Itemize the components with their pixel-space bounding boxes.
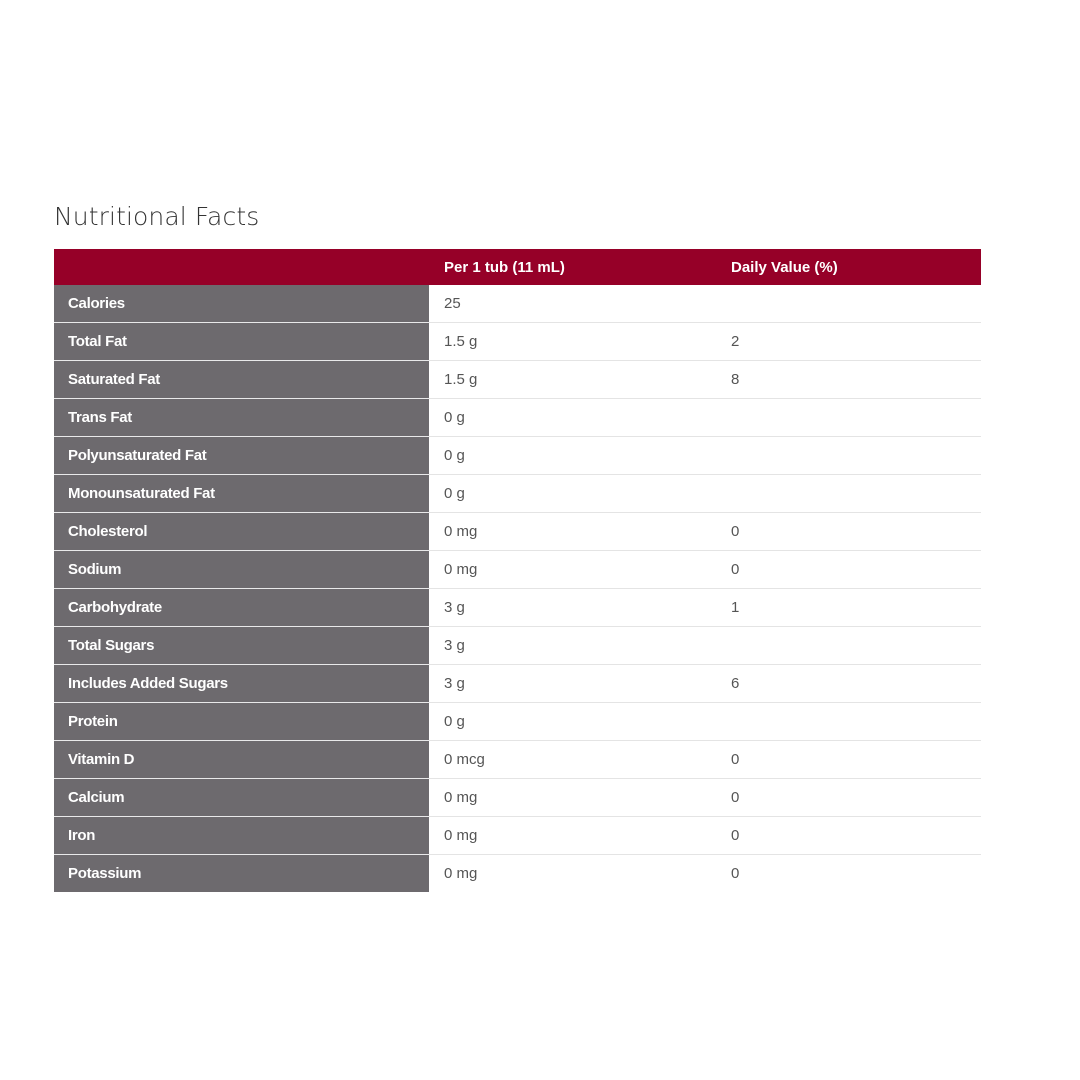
nutrient-name: Calories — [54, 285, 429, 323]
nutrient-daily-value: 8 — [716, 361, 981, 399]
nutrient-daily-value: 0 — [716, 551, 981, 589]
nutrient-name: Polyunsaturated Fat — [54, 437, 429, 475]
nutrient-amount: 0 mcg — [429, 741, 716, 779]
table-row — [54, 741, 981, 779]
table-row — [54, 665, 981, 703]
table-row — [54, 589, 981, 627]
nutrient-name: Calcium — [54, 779, 429, 817]
table-row — [54, 779, 981, 817]
nutrient-daily-value: 0 — [716, 817, 981, 855]
nutrient-daily-value: 0 — [716, 779, 981, 817]
nutrient-amount: 3 g — [429, 589, 716, 627]
nutrient-daily-value: 0 — [716, 855, 981, 893]
nutrient-daily-value — [716, 399, 981, 437]
nutrient-amount: 25 — [444, 295, 461, 312]
nutrient-amount: 0 mg — [429, 817, 716, 855]
nutrient-amount: 0 mg — [429, 855, 716, 893]
table-row — [54, 361, 981, 399]
table-header-row — [54, 249, 981, 285]
nutrient-name: Iron — [54, 817, 429, 855]
nutrient-name: Total Sugars — [54, 627, 429, 665]
header-per-serving: Per 1 tub (11 mL) — [429, 249, 716, 285]
nutrient-name: Monounsaturated Fat — [54, 475, 429, 513]
table-body — [54, 285, 981, 892]
table-row — [54, 323, 981, 361]
table-row — [54, 855, 981, 893]
nutrient-name: Includes Added Sugars — [54, 665, 429, 703]
nutrient-name: Potassium — [54, 855, 429, 893]
nutrient-amount: 0 g — [429, 475, 716, 513]
nutrient-amount: 0 mg — [429, 551, 716, 589]
nutrient-amount: 0 g — [429, 437, 716, 475]
nutrient-amount: 0 g — [429, 703, 716, 741]
table-row — [54, 285, 981, 323]
nutrient-daily-value: 6 — [716, 665, 981, 703]
nutrient-amount: 3 g — [429, 665, 716, 703]
nutrient-name: Sodium — [54, 551, 429, 589]
nutrient-name: Trans Fat — [54, 399, 429, 437]
table-row — [54, 551, 981, 589]
page-title: Nutritional Facts — [54, 202, 260, 231]
nutrient-daily-value: 1 — [716, 589, 981, 627]
table-row — [54, 475, 981, 513]
table-row — [54, 627, 981, 665]
table-row — [54, 513, 981, 551]
nutrition-table — [54, 249, 981, 892]
nutrient-name: Protein — [54, 703, 429, 741]
header-daily-value: Daily Value (%) — [716, 249, 981, 285]
nutrient-daily-value — [716, 475, 981, 513]
nutrient-amount: 0 g — [429, 399, 716, 437]
table-row — [54, 817, 981, 855]
nutrient-amount: 1.5 g — [429, 323, 716, 361]
table-row — [54, 399, 981, 437]
nutrient-name: Cholesterol — [54, 513, 429, 551]
nutrient-daily-value — [716, 703, 981, 741]
nutrient-amount: 3 g — [429, 627, 716, 665]
header-nutrient — [54, 249, 429, 285]
nutrient-amount: 0 mg — [429, 779, 716, 817]
nutrient-name: Vitamin D — [54, 741, 429, 779]
nutrient-name: Total Fat — [54, 323, 429, 361]
nutrient-name: Saturated Fat — [54, 361, 429, 399]
nutrient-name: Carbohydrate — [54, 589, 429, 627]
nutrient-amount: 1.5 g — [429, 361, 716, 399]
table-row — [54, 437, 981, 475]
nutrient-daily-value — [716, 627, 981, 665]
nutrient-daily-value — [716, 437, 981, 475]
nutrient-daily-value — [716, 285, 981, 323]
nutrient-daily-value: 0 — [716, 741, 981, 779]
nutrient-daily-value: 0 — [716, 513, 981, 551]
nutrient-daily-value: 2 — [716, 323, 981, 361]
table-row — [54, 703, 981, 741]
nutrient-amount: 0 mg — [429, 513, 716, 551]
